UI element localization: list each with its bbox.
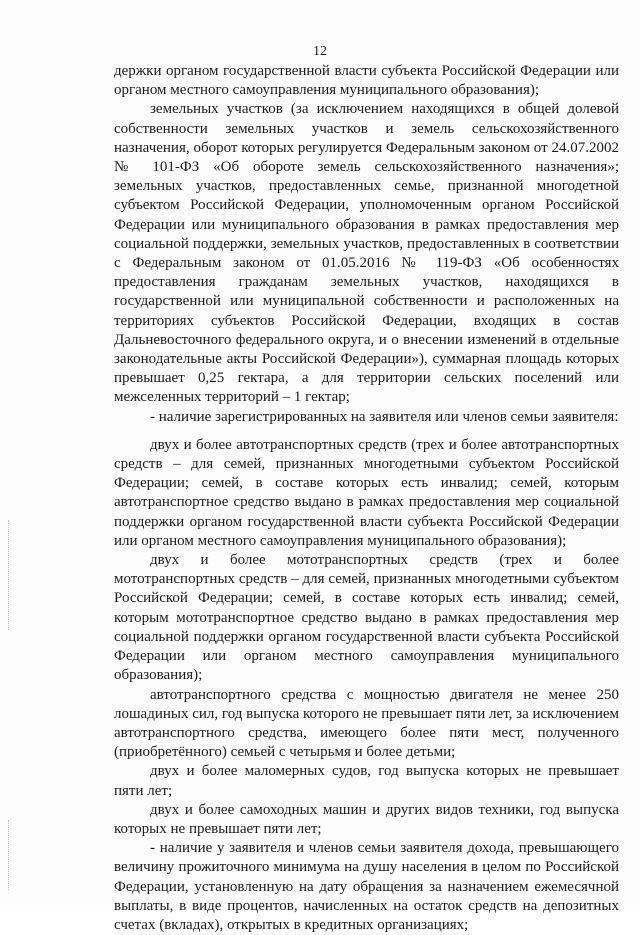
paragraph-continuation: держки органом государственной власти субъекта Российской Федерации или органом местного самоуправления муниципального образования); bbox=[114, 63, 619, 99]
paragraph-land-plots: земельных участков (за исключением находящихся в общей долевой собственности земельных участков и земель сельскохозяйственного назначения, оборот которых регулируется Федеральным законом от 24.07.2002 № 101-ФЗ «Об обороте земель сельскохозяйственного назначения»; земельных участков, предоставленных семье, признанной многодетной субъектом Российской Федерации, уполномоченным органом Российской Федерации или муниципального образования в рамках предоставления мер социальной поддержки, земельных участков, предоставленных в соответствии с Федеральным законом от 01.05.2016 № 119-ФЗ «Об особенностях предоставления гражданам земельных участков, находящихся в государственной или муниципальной собственности и расположенных на территориях субъектов Российской Федерации, входящих в состав Дальневосточного федерального округа, и о внесении изменений в отдельные законодательные акты Российской Федерации»), суммарная площадь которых превышает 0,25 гектара, а для территории сельских поселений или межселенных территорий – 1 гектар; bbox=[114, 101, 619, 406]
paragraph-high-power-vehicle: автотранспортного средства с мощностью двигателя не менее 250 лошадиных сил, год выпуска которого не превышает пяти лет, за исключением автотранспортного средства, имеющего более пяти мест, полученного (приобретённого) семьей с четырьмя и более детьми; bbox=[114, 686, 619, 761]
paragraph-deposit-income: - наличие у заявителя и членов семьи заявителя дохода, превышающего величину прожиточного минимума на душу населения в целом по Российской Федерации, установленную на дату обращения за назначением ежемесячной выплаты, в виде процентов, начисленных на остаток средств на депозитных счетах (вкладах), открытых в кредитных организациях; bbox=[114, 840, 619, 933]
paragraph-mototransport: двух и более мототранспортных средств (трех и более мототранспортных средств – для семей, признанных многодетными субъектом Российской Федерации; семей, в составе которых есть инвалид; семей, которым мототранспортное средство выдано в рамках предоставления мер социальной поддержки органом государственной власти субъекта Российской Федерации или органом местного самоуправления муниципального образования); bbox=[114, 552, 619, 684]
paragraph-small-vessels: двух и более маломерных судов, год выпуска которых не превышает пяти лет; bbox=[114, 763, 619, 799]
paragraph-registered-vehicles-intro: - наличие зарегистрированных на заявителя или членов семьи заявителя: bbox=[150, 408, 619, 425]
scan-margin-dots-lower bbox=[8, 820, 10, 890]
document-body bbox=[114, 62, 619, 935]
page-number: 12 bbox=[313, 44, 327, 59]
scan-margin-dots bbox=[8, 520, 10, 630]
paragraph-autotransport: двух и более автотранспортных средств (трех и более автотранспортных средств – для семей, признанных многодетными субъектом Российской Федерации; семей, в составе которых есть инвалид; семей, которым автотранспортное средство выдано в рамках предоставления мер социальной поддержки органом государственной власти субъекта Российской Федерации или органом местного самоуправления муниципального образования); bbox=[114, 436, 619, 549]
paragraph-self-propelled-machines: двух и более самоходных машин и других видов техники, год выпуска которых не превышает пяти лет; bbox=[114, 801, 619, 837]
